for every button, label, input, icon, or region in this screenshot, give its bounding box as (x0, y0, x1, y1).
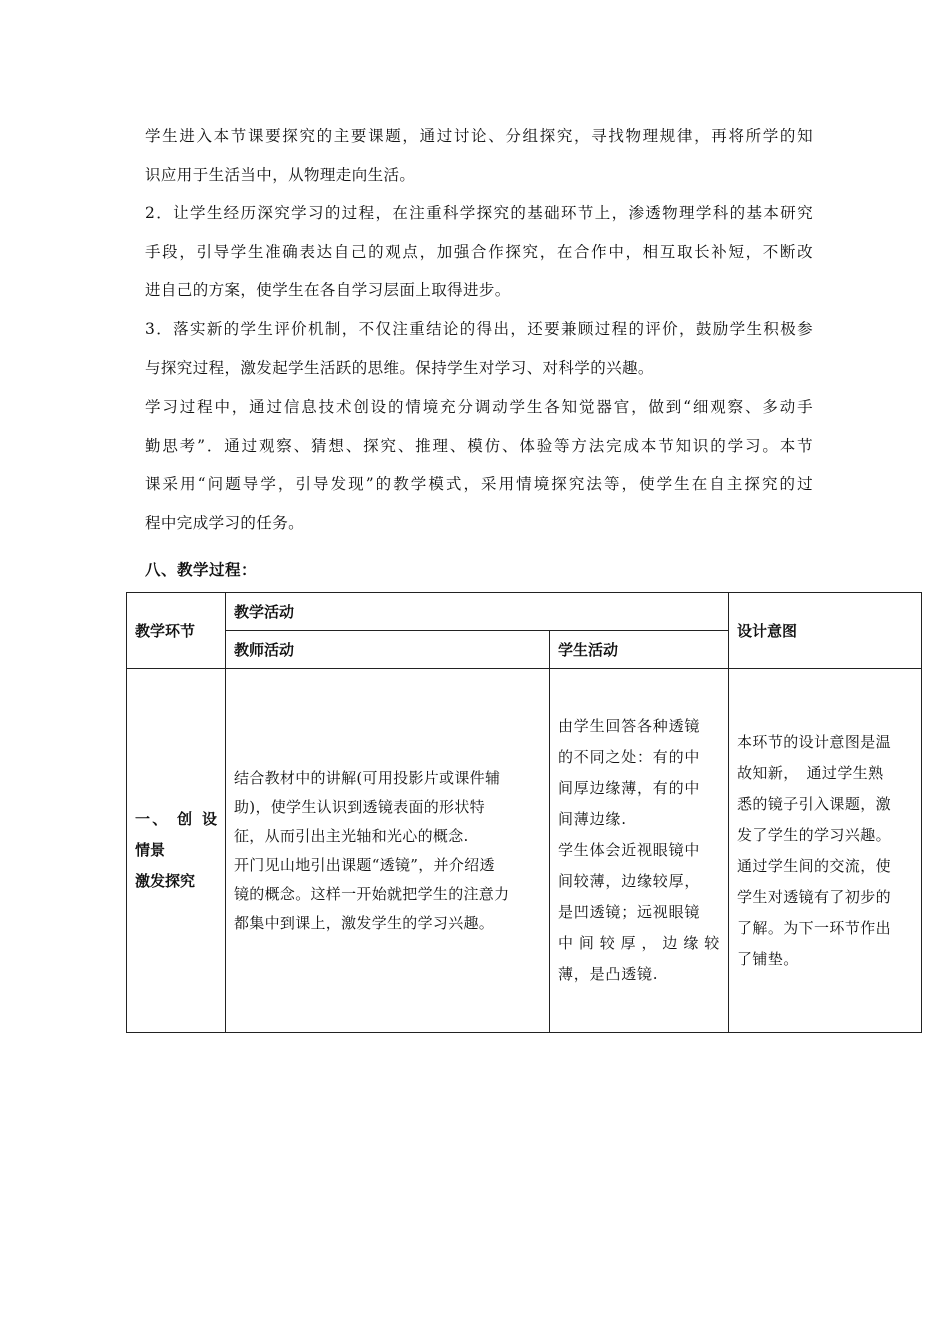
text-line: 进自己的方案，使学生在各自学习层面上取得进步。 (145, 281, 511, 299)
stage-line: 一、 创 设 (135, 810, 217, 828)
stage-line: 情景 (135, 841, 166, 859)
teaching-process-table (126, 592, 922, 1033)
teacher-line: 结合教材中的讲解(可用投影片或课件辅 (234, 768, 501, 787)
teacher-line: 征，从而引出主光轴和光心的概念. (234, 826, 469, 845)
student-line: 薄，是凸透镜. (558, 965, 659, 983)
design-line: 通过学生间的交流，使 (737, 856, 892, 875)
header-stage: 教学环节 (127, 593, 226, 669)
teacher-activity-cell (226, 669, 550, 1033)
teacher-line: 都集中到课上，激发学生的学习兴趣。 (234, 913, 495, 932)
text-line: 手段，引导学生准确表达自己的观点，加强合作探究，在合作中，相互取长补短，不断改 (145, 242, 813, 261)
table-row (127, 669, 922, 1033)
text-line: 课采用“问题导学，引导发现”的教学模式，采用情境探究法等，使学生在自主探究的过 (145, 475, 813, 493)
section-heading: 八、教学过程： (145, 560, 258, 579)
design-line: 了铺垫。 (737, 949, 799, 968)
teacher-line: 镜的概念。这样一开始就把学生的注意力 (234, 884, 510, 903)
text-line: 识应用于生活当中，从物理走向生活。 (145, 165, 416, 184)
student-line: 间较薄，边缘较厚， (558, 872, 701, 890)
student-line: 间厚边缘薄，有的中 (558, 779, 701, 797)
text-line: 学习过程中，通过信息技术创设的情境充分调动学生各知觉器官，做到“细观察、多动手 (145, 398, 813, 416)
paragraph-objective-3 (145, 310, 813, 387)
student-line: 间薄边缘. (558, 810, 627, 828)
design-line: 了解。为下一环节作出 (737, 918, 892, 937)
stage-cell (127, 669, 226, 1033)
design-line: 悉的镜子引入课题，激 (737, 794, 892, 813)
header-design-intent: 设计意图 (729, 593, 922, 669)
header-student-activity: 学生活动 (550, 631, 729, 669)
student-line: 是凹透镜；远视眼镜 (558, 903, 701, 921)
student-line: 中间较厚，边缘较 (558, 934, 721, 952)
header-teacher-activity: 教师活动 (226, 631, 550, 669)
text-line: 与探究过程，激发起学生活跃的思维。保持学生对学习、对科学的兴趣。 (145, 358, 654, 377)
header-teaching-activity: 教学活动 (226, 593, 729, 631)
text-line: 3．落实新的学生评价机制，不仅注重结论的得出，还要兼顾过程的评价，鼓励学生积极参 (145, 320, 813, 338)
text-line: 2．让学生经历深究学习的过程，在注重科学探究的基础环节上，渗透物理学科的基本研究 (145, 204, 813, 222)
text-line: 程中完成学习的任务。 (145, 513, 305, 532)
teacher-line: 开门见山地引出课题“透镜”，并介绍透 (234, 855, 495, 874)
student-line: 学生体会近视眼镜中 (558, 841, 701, 859)
design-line: 故知新， 通过学生熟 (737, 763, 884, 782)
student-line: 由学生回答各种透镜 (558, 717, 701, 735)
text-line: 勤思考”．通过观察、猜想、探究、推理、模仿、体验等方法完成本节知识的学习。本节 (145, 436, 813, 455)
design-line: 学生对透镜有了初步的 (737, 887, 892, 906)
design-line: 本环节的设计意图是温 (737, 732, 892, 751)
student-line: 的不同之处：有的中 (558, 748, 701, 766)
design-line: 发了学生的学习兴趣。 (737, 825, 892, 844)
text-line: 学生进入本节课要探究的主要课题，通过讨论、分组探究，寻找物理规律，再将所学的知 (145, 127, 813, 145)
student-activity-cell (550, 669, 729, 1033)
teacher-line: 助)，使学生认识到透镜表面的形状特 (234, 797, 485, 816)
paragraph-learning-process (145, 388, 813, 542)
stage-line: 激发探究 (135, 872, 196, 890)
paragraph-objective-2 (145, 194, 813, 310)
design-intent-cell (729, 669, 922, 1033)
paragraph-objective-1 (145, 117, 813, 194)
